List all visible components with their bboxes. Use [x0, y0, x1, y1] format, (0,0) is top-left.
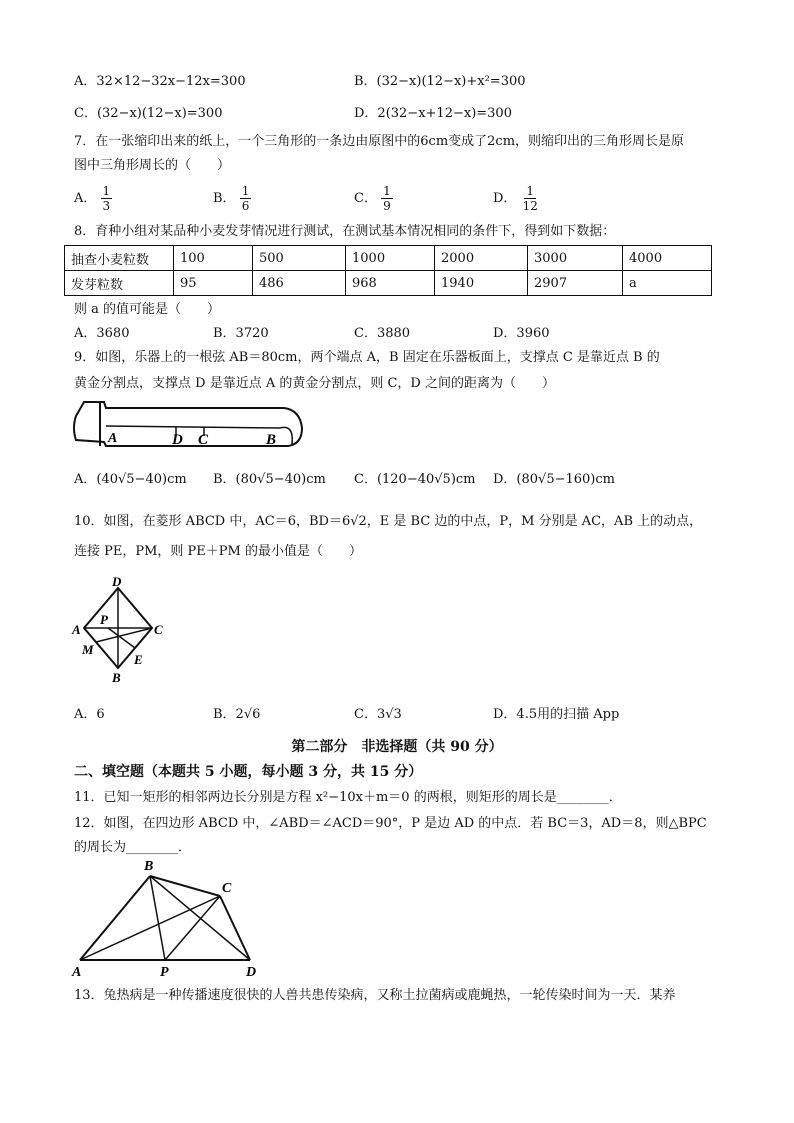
- table-cell: 1000: [346, 246, 435, 271]
- q10-stem-line2: 连接 PE，PM，则 PE＋PM 的最小值是（ ）: [74, 544, 362, 559]
- q6-option-b: B．(32−x)(12−x)+x²=300: [354, 74, 526, 89]
- q7-option-c-denominator: 9: [383, 199, 391, 213]
- diagonal-ac: [80, 896, 220, 960]
- q10-option-b: B．2√6: [213, 707, 261, 722]
- q7-option-b-denominator: 6: [241, 199, 250, 213]
- table-cell: 发芽粒数: [65, 271, 174, 296]
- q10-rhombus-figure: [70, 572, 180, 684]
- label-c: C: [198, 432, 209, 448]
- q9-stem-line1: 9．如图，乐器上的一根弦 AB＝80cm，两个端点 A，B 固定在乐器板面上，支撑点 C 是靠近点 B 的: [74, 350, 660, 365]
- q7-stem-line1: 7．在一张缩印出来的纸上，一个三角形的一条边由原图中的6cm变成了2cm，则缩印出的三角形周长是原: [74, 134, 685, 149]
- q7-option-a-label: A．: [74, 191, 97, 206]
- q9-stem-line2: 黄金分割点，支撑点 D 是靠近点 A 的黄金分割点，则 C，D 之间的距离为（ ）: [74, 376, 555, 391]
- q9-option-a: A．(40√5−40)cm: [74, 472, 187, 487]
- q11-stem: 11．已知一矩形的相邻两边长分别是方程 x²−10x＋m＝0 的两根，则矩形的周长是________．: [74, 790, 622, 805]
- q8-data-table: [64, 245, 712, 296]
- label-b: B: [266, 432, 277, 448]
- side-bc: [150, 876, 220, 896]
- label-e: E: [134, 652, 143, 667]
- q10-option-a: A．6: [74, 707, 105, 722]
- table-row: [65, 246, 712, 271]
- q8-question: 则 a 的值可能是（ ）: [74, 302, 221, 317]
- q9-option-d: D．(80√5−160)cm: [493, 472, 615, 487]
- table-cell: a: [623, 271, 712, 296]
- q8-option-d: D．3960: [493, 326, 550, 341]
- q12-quadrilateral-figure: [66, 856, 276, 982]
- label-d: D: [172, 432, 183, 448]
- label-d: D: [246, 965, 257, 980]
- table-cell: 3000: [528, 246, 623, 271]
- table-cell: 100: [174, 246, 253, 271]
- table-cell: 1940: [435, 271, 528, 296]
- table-cell: 4000: [623, 246, 712, 271]
- side-cd: [220, 896, 250, 960]
- q8-option-c: C．3880: [354, 326, 411, 341]
- q7-option-a: [74, 184, 112, 213]
- side-ab: [80, 876, 150, 960]
- q9-option-c: C．(120−40√5)cm: [354, 472, 476, 487]
- q8-stem: 8．育种小组对某品种小麦发芽情况进行测试，在测试基本情况相同的条件下，得到如下数据：: [74, 224, 616, 239]
- q10-option-d: D．4.5用的扫描 App: [493, 707, 620, 722]
- q7-option-d: [493, 184, 540, 213]
- q9-instrument-figure: [70, 398, 310, 454]
- q7-option-d-label: D．: [493, 191, 517, 206]
- q7-option-d-numerator: 1: [526, 184, 535, 198]
- table-cell: 968: [346, 271, 435, 296]
- q9-option-b: B．(80√5−40)cm: [213, 472, 326, 487]
- q8-option-b: B．3720: [213, 326, 269, 341]
- q13-stem: 13．兔热病是一种传播速度很快的人兽共患传染病，又称土拉菌病或鹿蝇热，一轮传染时间为一天．某养: [74, 988, 676, 1003]
- q6-option-d: D．2(32−x+12−x)=300: [354, 106, 512, 121]
- q7-option-c-fraction: [381, 184, 393, 213]
- label-c: C: [154, 622, 163, 637]
- table-cell: 2000: [435, 246, 528, 271]
- segment-pb: [150, 876, 165, 960]
- table-cell: 抽查小麦粒数: [65, 246, 174, 271]
- table-cell: 500: [253, 246, 346, 271]
- label-a: A: [108, 431, 118, 446]
- label-p: P: [160, 965, 169, 980]
- label-d: D: [112, 574, 122, 589]
- q7-option-b-numerator: 1: [241, 184, 250, 198]
- q6-option-c: C．(32−x)(12−x)=300: [74, 106, 223, 121]
- q6-option-a: A．32×12−32x−12x=300: [74, 74, 246, 89]
- part2-title: 第二部分 非选择题（共 90 分）: [291, 739, 503, 755]
- table-row: [65, 271, 712, 296]
- q10-option-c: C．3√3: [354, 707, 402, 722]
- q7-option-a-denominator: 3: [102, 199, 111, 213]
- q8-option-a: A．3680: [74, 326, 130, 341]
- q7-option-d-denominator: 12: [522, 199, 538, 213]
- q12-stem-line2: 的周长为________．: [74, 840, 192, 855]
- q7-option-c: [354, 184, 393, 213]
- label-c: C: [222, 881, 232, 896]
- q7-option-b: [213, 184, 251, 213]
- label-b: B: [144, 859, 154, 874]
- instrument-bridge-right: [280, 427, 292, 444]
- table-cell: 486: [253, 271, 346, 296]
- string-ab: [106, 426, 280, 428]
- q7-stem-line2: 图中三角形周长的（ ）: [74, 158, 231, 173]
- q7-option-b-label: B．: [213, 191, 236, 206]
- label-b: B: [112, 670, 121, 684]
- q7-option-b-fraction: [240, 184, 252, 213]
- diagonal-bd: [150, 876, 250, 960]
- section-fill-blank: 二、填空题（本题共 5 小题，每小题 3 分，共 15 分）: [74, 764, 423, 780]
- q7-option-c-label: C．: [354, 191, 377, 206]
- label-a: A: [72, 965, 82, 980]
- table-cell: 2907: [528, 271, 623, 296]
- q7-option-d-fraction: [521, 184, 540, 213]
- label-m: M: [82, 642, 94, 657]
- q12-stem-line1: 12．如图，在四边形 ABCD 中，∠ABD＝∠ACD＝90°，P 是边 AD 的中点．若 BC＝3，AD＝8，则△BPC: [74, 816, 707, 831]
- q10-stem-line1: 10．如图，在菱形 ABCD 中，AC＝6，BD＝6√2，E 是 BC 边的中点，P，M 分别是 AC，AB 上的动点，: [74, 514, 703, 529]
- q7-option-a-numerator: 1: [102, 184, 111, 198]
- label-p: P: [100, 612, 108, 627]
- table-cell: 95: [174, 271, 253, 296]
- label-a: A: [72, 622, 81, 637]
- q7-option-a-fraction: [101, 184, 113, 213]
- q7-option-c-numerator: 1: [383, 184, 391, 198]
